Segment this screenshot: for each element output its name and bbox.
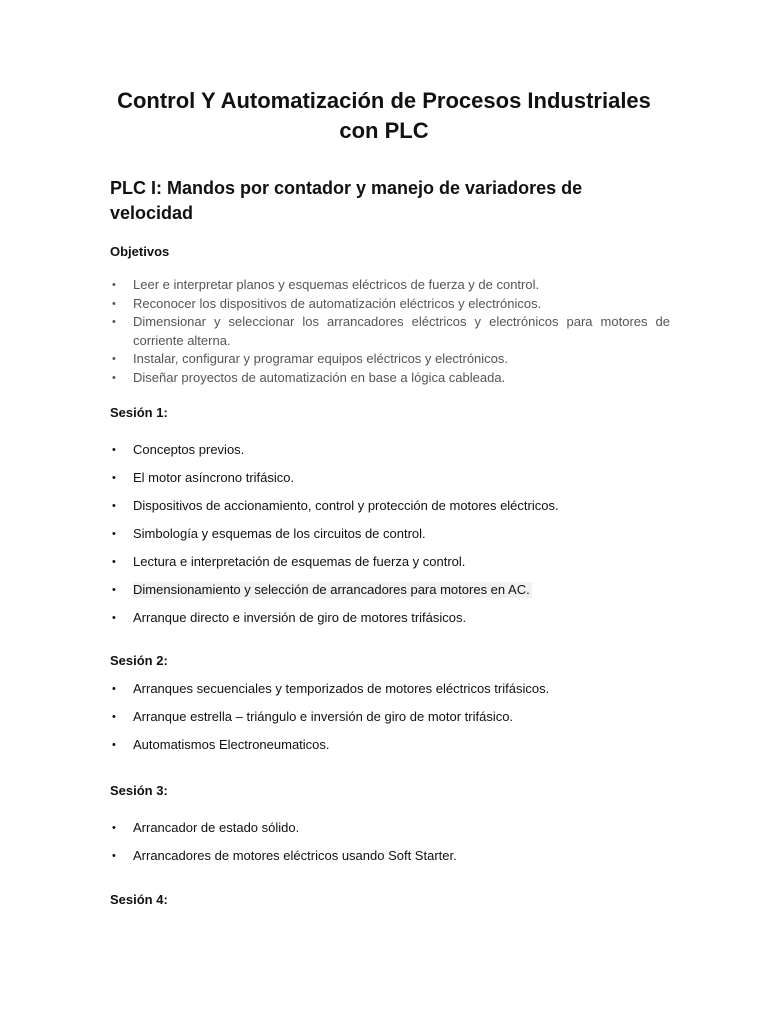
session-3-heading: Sesión 3:: [110, 783, 168, 798]
objective-item: [110, 369, 670, 388]
objective-text: Leer e interpretar planos y esquemas eléctricos de fuerza y de control.: [133, 277, 540, 292]
session-4-heading: Sesión 4:: [110, 892, 168, 907]
document-subtitle: PLC I: Mandos por contador y manejo de variadores de velocidad: [110, 178, 583, 223]
bullet-icon: •: [112, 850, 116, 862]
objective-text: Diseñar proyectos de automatización en base a lógica cableada.: [133, 369, 506, 385]
session-item: [110, 708, 670, 736]
session-item: [110, 525, 670, 553]
bullet-icon: •: [112, 822, 116, 834]
session-item-text: Automatismos Electroneumaticos.: [133, 737, 330, 752]
session-item: [110, 609, 670, 637]
bullet-icon: •: [112, 683, 116, 695]
bullet-icon: •: [112, 316, 116, 328]
bullet-icon: •: [112, 584, 116, 596]
session-item: [110, 581, 670, 609]
session-1-heading: Sesión 1:: [110, 405, 168, 420]
session-item-text-highlighted: Dimensionamiento y selección de arrancadores para motores en AC.: [133, 582, 530, 597]
session-item: [110, 553, 670, 581]
session-item: [110, 847, 670, 875]
session-item-text: Simbología y esquemas de los circuitos de control.: [133, 526, 426, 541]
bullet-icon: •: [112, 353, 116, 365]
session-item: [110, 441, 670, 469]
session-2-list: [110, 680, 670, 764]
session-item: [110, 469, 670, 497]
objective-item: [110, 295, 670, 314]
session-item: [110, 819, 670, 847]
session-item: [110, 497, 670, 525]
session-1-list: [110, 441, 670, 637]
bullet-icon: •: [112, 371, 116, 384]
objective-text: Reconocer los dispositivos de automatización eléctricos y electrónicos.: [133, 295, 542, 311]
session-item-text: Dispositivos de accionamiento, control y protección de motores eléctricos.: [133, 498, 559, 513]
bullet-icon: •: [112, 612, 116, 624]
session-item-text: Arranques secuenciales y temporizados de motores eléctricos trifásicos.: [133, 681, 550, 696]
objective-item: [110, 350, 670, 369]
objective-text: Instalar, configurar y programar equipos eléctricos y electrónicos.: [133, 351, 509, 366]
bullet-icon: •: [112, 556, 116, 568]
session-item-text: El motor asíncrono trifásico.: [133, 470, 295, 485]
session-item: [110, 736, 670, 764]
bullet-icon: •: [112, 500, 116, 512]
session-item-text: Lectura e interpretación de esquemas de fuerza y control.: [133, 554, 466, 569]
session-item-text: Conceptos previos.: [133, 442, 245, 457]
bullet-icon: •: [112, 472, 116, 484]
objectives-list: [110, 276, 670, 387]
objective-item: [110, 276, 670, 295]
objective-item: [110, 313, 670, 350]
bullet-icon: •: [112, 711, 116, 723]
bullet-icon: •: [112, 739, 116, 751]
bullet-icon: •: [112, 528, 116, 540]
session-item-text: Arrancador de estado sólido.: [133, 820, 300, 835]
document-title: Control Y Automatización de Procesos Industriales con PLC: [117, 88, 651, 143]
session-item-text: Arranque estrella – triángulo e inversión de giro de motor trifásico.: [133, 709, 514, 724]
bullet-icon: •: [112, 279, 116, 291]
session-item-text: Arrancadores de motores eléctricos usando Soft Starter.: [133, 848, 457, 863]
objectives-heading: Objetivos: [110, 244, 170, 259]
session-3-list: [110, 819, 670, 875]
bullet-icon: •: [112, 297, 116, 310]
objective-text: Dimensionar y seleccionar los arrancadores eléctricos y electrónicos para motores de corriente alterna.: [133, 314, 670, 348]
session-item-text: Arranque directo e inversión de giro de motores trifásicos.: [133, 610, 467, 625]
bullet-icon: •: [112, 444, 116, 456]
session-item: [110, 680, 670, 708]
session-2-heading: Sesión 2:: [110, 653, 168, 668]
